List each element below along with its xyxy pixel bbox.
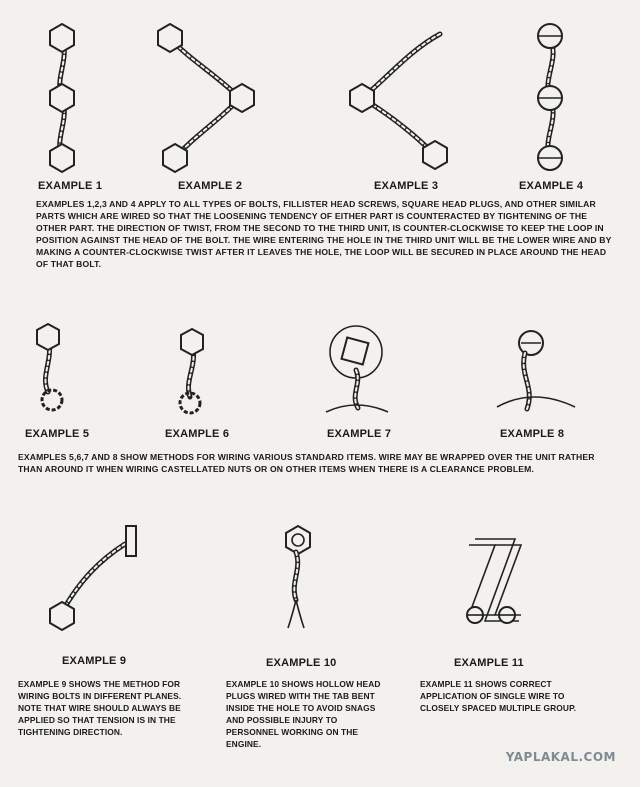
- example-1-caption: EXAMPLE 1: [38, 180, 103, 192]
- example-3-figure: [340, 20, 470, 180]
- example-7-figure: [322, 322, 402, 422]
- example-6-caption: EXAMPLE 6: [165, 428, 230, 440]
- example-10-caption: EXAMPLE 10: [266, 657, 337, 669]
- example-2-caption: EXAMPLE 2: [178, 180, 243, 192]
- example-1-figure: [40, 20, 100, 180]
- note-example-9: EXAMPLE 9 SHOWS THE METHOD FOR WIRING BOLTS IN DIFFERENT PLANES. NOTE THAT WIRE SHOULD ALWAYS BE APPLIED SO THAT TENSION IS IN THE TIGHTENING DIRECTION.: [18, 679, 182, 737]
- example-6-figure: [170, 325, 220, 425]
- example-5-figure: [30, 320, 80, 420]
- example-7-caption: EXAMPLE 7: [327, 428, 392, 440]
- example-3-caption: EXAMPLE 3: [374, 180, 439, 192]
- paragraph-examples-1-4: EXAMPLES 1,2,3 AND 4 APPLY TO ALL TYPES OF BOLTS, FILLISTER HEAD SCREWS, SQUARE HEAD PLUGS, AND OTHER SIMILAR PARTS WHICH ARE WIRED SO THAT THE LOOSENING TENDENCY OF EITHER PART IS COUNTERACTED BY TIGHTENING OF THE OTHER PART. THE DIRECTION OF TWIST, FROM THE SECOND TO THE THIRD UNIT, IS COUNTER-CLOCKWISE TO KEEP THE LOOP IN POSITION AGAINST THE HEAD OF THE BOLT. THE WIRE ENTERING THE HOLE IN THE THIRD UNIT WILL BE THE LOWER WIRE AND BY MAKING A COUNTER-CLOCKWISE TWIST AFTER IT LEAVES THE HOLE, THE LOOP WILL BE SECURED IN PLACE AROUND THE HEAD OF THAT BOLT.: [36, 199, 612, 269]
- example-8-figure: [495, 325, 585, 425]
- example-2-figure: [150, 20, 270, 180]
- example-8-caption: EXAMPLE 8: [500, 428, 565, 440]
- example-9-caption: EXAMPLE 9: [62, 655, 127, 667]
- example-9-figure: [40, 520, 150, 650]
- example-10-figure: [270, 520, 330, 640]
- example-11-caption: EXAMPLE 11: [454, 657, 524, 669]
- note-example-10: EXAMPLE 10 SHOWS HOLLOW HEAD PLUGS WIRED WITH THE TAB BENT INSIDE THE HOLE TO AVOID SNAGS AND POSSIBLE INJURY TO PERSONNEL WORKING ON THE ENGINE.: [226, 679, 381, 749]
- example-5-caption: EXAMPLE 5: [25, 428, 90, 440]
- note-example-11: EXAMPLE 11 SHOWS CORRECT APPLICATION OF SINGLE WIRE TO CLOSELY SPACED MULTIPLE GROUP.: [420, 679, 577, 713]
- paragraph-examples-5-8: EXAMPLES 5,6,7 AND 8 SHOW METHODS FOR WIRING VARIOUS STANDARD ITEMS. WIRE MAY BE WRAPPED OVER THE UNIT RATHER THAN AROUND IT WHEN WIRING CASTELLATED NUTS OR ON OTHER ITEMS WHEN THERE IS A CLEARANCE PROBLEM.: [18, 452, 595, 474]
- example-11-figure: [455, 535, 535, 645]
- example-4-figure: [530, 20, 580, 180]
- example-4-caption: EXAMPLE 4: [519, 180, 584, 192]
- watermark: YAPLAKAL.COM: [505, 750, 616, 764]
